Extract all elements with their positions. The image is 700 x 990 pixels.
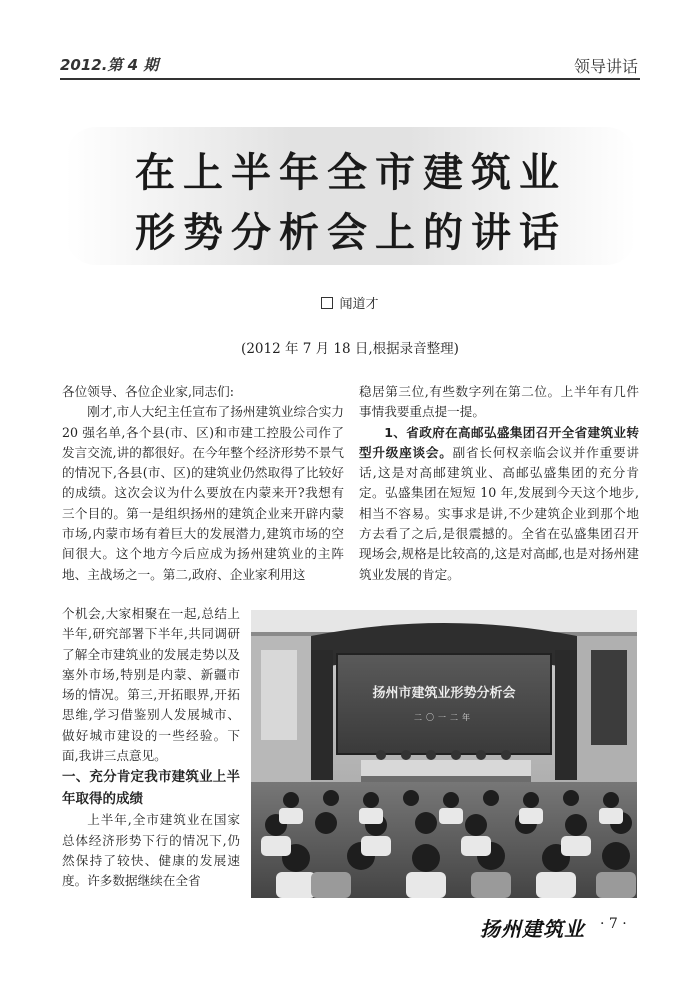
magazine-logo: 扬州建筑业	[480, 917, 585, 941]
article-title-line-2: 形势分析会上的讲话	[135, 210, 567, 256]
author-line	[0, 293, 700, 312]
bold-lead: 1、省政府在高邮弘盛集团召开全省建筑业转型升级座谈会。	[359, 424, 639, 460]
paragraph: 稳居第三位,有些数字列在第二位。上半年有几件事情我要重点提一提。	[359, 384, 639, 420]
paragraph-continued: 个机会,大家相聚在一起,总结上半年,研究部署下半年,共同调研了解全市建筑业的发展走势以及塞外市场,特别是内蒙、新疆市场的情况。第三,开拓眼界,开拓思维,学习借鉴别人发展城市、做好城市建设的一些经验。下面,我讲三点意见。	[62, 606, 240, 764]
section-heading-1: 一、充分肯定我市建筑业上半年取得的成绩	[62, 769, 240, 808]
title-banner	[66, 127, 636, 265]
banner-year-text: 二〇一二年	[414, 713, 474, 722]
issue-number: 2012.第 4 期	[60, 56, 159, 74]
banner-title-text: 扬州市建筑业形势分析会	[372, 686, 516, 701]
salutation: 各位领导、各位企业家,同志们:	[62, 384, 234, 399]
square-bullet-icon	[321, 297, 333, 309]
author-name: 闻道才	[339, 297, 379, 312]
paragraph	[359, 423, 639, 585]
paragraph: 上半年,全市建筑业在国家总体经济形势下行的情况下,仍然保持了较快、健康的发展速度。许多数据继续在全省	[62, 812, 240, 889]
header-divider	[60, 78, 640, 80]
right-column	[359, 382, 639, 585]
left-column-lower	[62, 604, 240, 892]
paragraph-text: 副省长何权亲临会议并作重要讲话,这是对高邮建筑业、高邮弘盛集团的充分肯定。弘盛集团在短短 10 年,发展到今天这个地步,相当不容易。实事求是讲,不少建筑企业到那个地方去看了之后,是很震撼的。全省在弘盛集团召开现场会,规格是比较高的,这是对高邮,也是对扬州建筑业发展的肯定。	[359, 444, 640, 582]
meeting-photo	[251, 610, 637, 898]
left-column	[62, 382, 344, 585]
meeting-photo-graphic	[251, 610, 637, 898]
date-note: (2012 年 7 月 18 日,根据录音整理)	[241, 341, 459, 357]
paragraph: 刚才,市人大纪主任宣布了扬州建筑业综合实力 20 强名单,各个县(市、区)和市建工控股公司作了发言交流,讲的都很好。在今年整个经济形势不景气的情况下,各县(市、区)的建筑业仍然取得了比较好的成绩。这次会议为什么要放在内蒙来开?我想有三个目的。第一是组织扬州的建筑企业来开辟内蒙市场,内蒙市场有着巨大的发展潜力,建筑市场的空间很大。这个地方今后应成为扬州建筑业的主阵地、主战场之一。第二,政府、企业家利用这	[62, 404, 344, 582]
page-number: · 7 ·	[600, 916, 627, 932]
article-title-line-1: 在上半年全市建筑业	[135, 150, 567, 196]
section-label: 领导讲话	[573, 57, 638, 76]
